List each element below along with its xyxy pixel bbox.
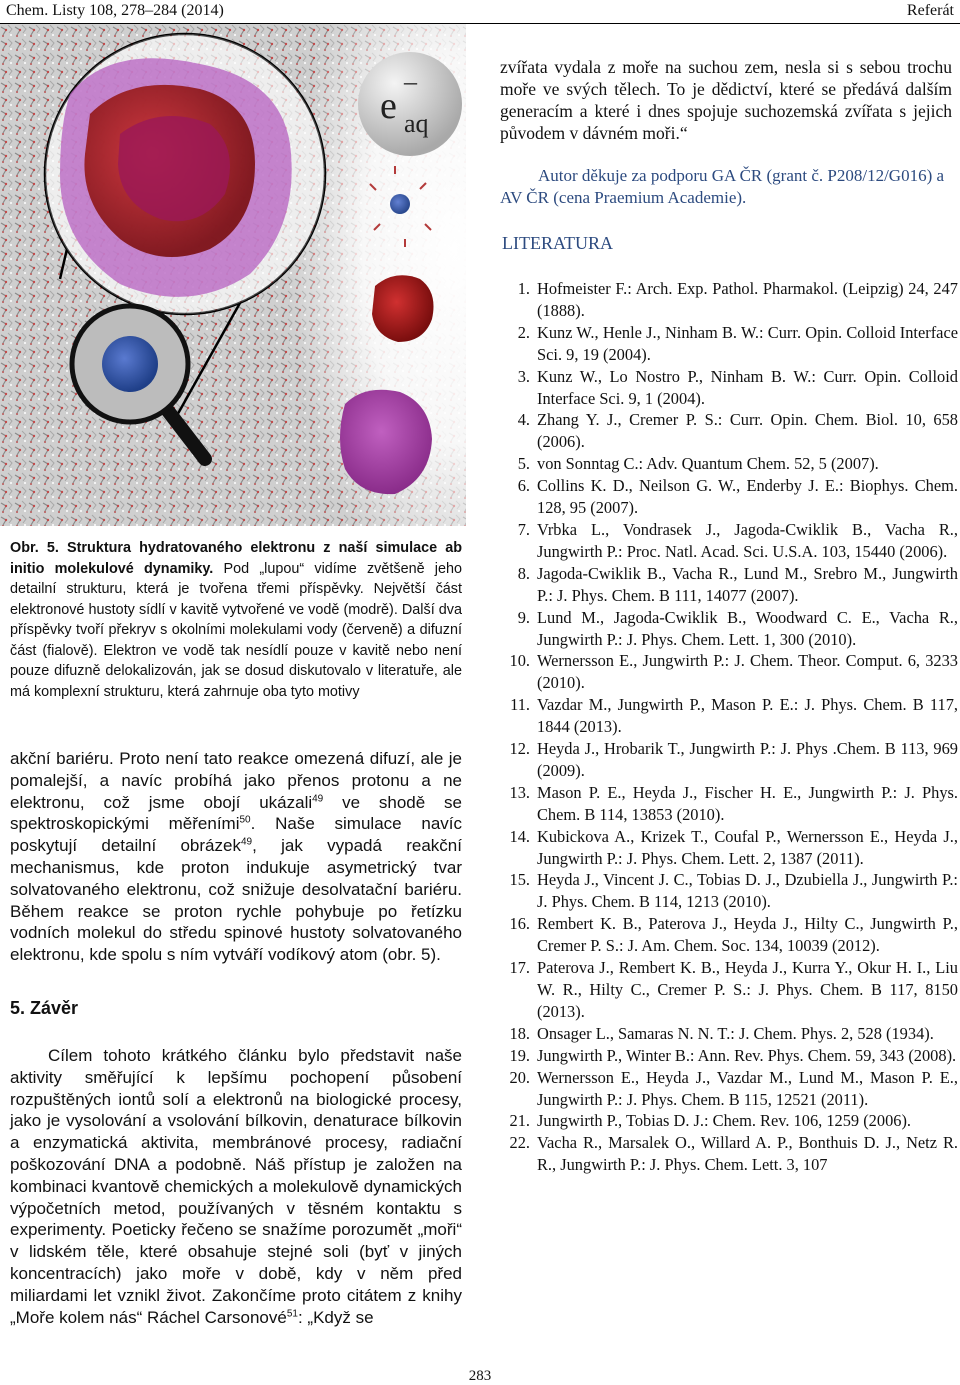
text-span: akční bariéru. Proto není tato reakce omezená difuzí, ale je pomalejší, a navíc probíhá jako přenos protonu a ne elektronu, což jsme obojí ukázali (10, 749, 462, 812)
reference-list (500, 278, 958, 1176)
reference-item (500, 519, 958, 563)
reference-item (500, 1067, 958, 1111)
reference-number: 2. (517, 322, 530, 342)
reference-text: Jungwirth P., Winter B.: Ann. Rev. Phys. Chem. 59, 343 (2008). (537, 1045, 957, 1065)
literature-heading: LITERATURA (502, 233, 613, 253)
reference-number: 9. (517, 607, 530, 627)
caption-label: Obr. 5. (10, 540, 59, 556)
reference-number: 6. (517, 476, 530, 496)
caption-title: Struktura hydratovaného elektronu z naší simulace ab initio molekulové dynamiky. (10, 540, 462, 577)
reference-text: Vacha R., Marsalek O., Willard A. P., Bonthuis D. J., Netz R. R., Jungwirth P.: J. Phys. Chem. Lett. 3, 107 (537, 1133, 958, 1175)
left-paragraph-2 (10, 1045, 462, 1328)
reference-item (500, 1132, 958, 1176)
reference-text: Zhang Y. J., Cremer P. S.: Curr. Opin. Chem. Biol. 10, 658 (2006). (537, 410, 958, 452)
reference-number: 14. (509, 826, 530, 846)
reference-text: Vazdar M., Jungwirth P., Mason P. E.: J. Phys. Chem. B 117, 1844 (2013). (537, 695, 958, 737)
reference-number: 13. (509, 782, 530, 802)
reference-item (500, 475, 958, 519)
reference-item (500, 1110, 958, 1132)
reference-number: 8. (517, 563, 530, 583)
reference-text: Kubickova A., Krizek T., Coufal P., Wernersson E., Heyda J., Jungwirth P.: J. Phys. Chem. Lett. 2, 1387 (2011). (537, 826, 958, 868)
figure-illustration (0, 24, 466, 526)
reference-text: Kunz W., Lo Nostro P., Ninham B. W.: Curr. Opin. Colloid Interface Sci. 9, 1 (2004). (537, 366, 958, 408)
reference-number: 17. (509, 958, 530, 978)
reference-number: 18. (509, 1023, 530, 1043)
text-span: : „Když se (297, 1307, 374, 1327)
reference-text: Jungwirth P., Tobias D. J.: Chem. Rev. 106, 1259 (2006). (537, 1111, 912, 1131)
citation-sup: 51 (286, 1307, 298, 1319)
reference-item (500, 738, 958, 782)
reference-text: Vrbka L., Vondrasek J., Jagoda-Cwiklik B., Vacha R., Jungwirth P.: Proc. Natl. Acad. Sci. U.S.A. 103, 15440 (2006). (537, 519, 958, 561)
acknowledgement: Autor děkuje za podporu GA ČR (grant č. P208/12/G016) a AV ČR (cena Praemium Academie). (500, 166, 945, 207)
figure-hydrated-electron (0, 24, 466, 526)
reference-item (500, 869, 958, 913)
reference-text: Kunz W., Henle J., Ninham B. W.: Curr. Opin. Colloid Interface Sci. 9, 19 (2004). (537, 322, 958, 364)
right-paragraph-1: zvířata vydala z moře na suchou zem, nesla si s sebou trochu moře ve svých tělech. To je dědictví, které se předává dalším generacím a které i dnes spojuje suchozemská zvířata s jejich původem v dávném moři.“ (500, 57, 952, 143)
reference-text: Jagoda-Cwiklik B., Vacha R., Lund M., Srebro M., Jungwirth P.: J. Phys. Chem. B 111, 14077 (2007). (537, 563, 958, 605)
reference-item (500, 913, 958, 957)
reference-item (500, 650, 958, 694)
text-span: , jak vypadá reakční mechanismus, kde proton indukuje asymetrický tvar solvatovaného elektronu, což snižuje desolvatační bariéru. Během reakce se proton rychle pohybuje po řetízku vodních molekul do středu spinové hustoty solvatovaného elektronu, kde spolu s ním vytváří vodíkový atom (obr. 5). (10, 836, 462, 965)
reference-number: 3. (517, 366, 530, 386)
section-label: Referát (906, 2, 954, 19)
reference-number: 21. (509, 1111, 530, 1131)
reference-text: Rembert K. B., Paterova J., Heyda J., Hilty C., Jungwirth P., Cremer P. S.: J. Am. Chem. Soc. 134, 10039 (2012). (537, 914, 958, 956)
reference-item (500, 782, 958, 826)
text-span: ve shodě se spektroskopickými měřeními (10, 792, 462, 834)
reference-item (500, 453, 958, 475)
citation-sup: 49 (240, 836, 253, 848)
reference-number: 19. (509, 1045, 530, 1065)
reference-item (500, 278, 958, 322)
reference-text: von Sonntag C.: Adv. Quantum Chem. 52, 5 (2007). (537, 454, 879, 474)
section-heading: 5. Závěr (10, 998, 79, 1018)
reference-text: Collins K. D., Neilson G. W., Enderby J. E.: Biophys. Chem. 128, 95 (2007). (537, 476, 958, 518)
reference-text: Heyda J., Hrobarik T., Jungwirth P.: J. Phys .Chem. B 113, 969 (2009). (537, 739, 958, 780)
reference-text: Paterova J., Rembert K. B., Heyda J., Kurra Y., Okur H. I., Liu W. R., Hilty C., Cremer P. S.: J. Phys. Chem. B 117, 8150 (2013). (537, 958, 958, 1021)
reference-number: 10. (509, 651, 530, 671)
electron-label-sup: – (404, 67, 417, 96)
reference-item (500, 1023, 958, 1045)
page-number: 283 (468, 1368, 492, 1384)
figure-caption (10, 538, 462, 702)
reference-item (500, 366, 958, 410)
reference-number: 20. (509, 1067, 530, 1087)
reference-number: 5. (517, 454, 530, 474)
reference-number: 4. (517, 410, 530, 430)
reference-item (500, 957, 958, 1023)
text-span: . Naše simulace navíc poskytují detailní obrázek (10, 814, 462, 856)
electron-label: e (380, 85, 397, 127)
reference-number: 11. (510, 695, 530, 715)
reference-text: Hofmeister F.: Arch. Exp. Pathol. Pharmakol. (Leipzig) 24, 247 (1888). (537, 279, 958, 320)
reference-number: 16. (509, 914, 530, 934)
citation-sup: 50 (239, 814, 251, 826)
journal-citation: Chem. Listy 108, 278–284 (2014) (6, 2, 224, 19)
reference-text: Mason P. E., Heyda J., Fischer H. E., Jungwirth P.: J. Phys. Chem. B 114, 13853 (2010). (537, 782, 958, 824)
reference-item (500, 607, 958, 651)
reference-item (500, 1045, 958, 1067)
reference-number: 12. (509, 739, 530, 759)
reference-item (500, 826, 958, 870)
page-header (0, 0, 960, 24)
caption-text: Pod „lupou“ vidíme zvětšeně jeho detailní strukturu, která je tvořena třemi příspěvky. Největší část elektronové hustoty sídlí v kavitě vytvořené ve vodě (modrě). Další dva příspěvky tvoří překryv s okolními molekulami vody (červeně) a difuzní část (fialově). Elektron ve vodě tak nesídlí pouze v kavitě nebo není pouze difuzně delokalizován, jak se dosud diskutovalo v literatuře, ale má komplexní strukturu, která zahrnuje oba tyto motivy (10, 560, 463, 700)
reference-text: Onsager L., Samaras N. N. T.: J. Chem. Phys. 2, 528 (1934). (537, 1023, 934, 1043)
reference-number: 1. (517, 279, 530, 298)
reference-text: Lund M., Jagoda-Cwiklik B., Woodward C. E., Vacha R., Jungwirth P.: J. Phys. Chem. Lett. 1, 300 (2010). (537, 607, 958, 649)
electron-label-sub: aq (404, 109, 429, 138)
reference-number: 22. (509, 1133, 530, 1153)
reference-item (500, 409, 958, 453)
reference-item (500, 563, 958, 607)
text-span: Cílem tohoto krátkého článku bylo představit naše aktivity směřující k lepšímu pochopení působení rozpuštěných iontů solí a elektronů na biologické procesy, jako je vysolování a vsolování bílkovin, denaturace bílkovin a enzymatická aktivita, membránové procesy, radiační poškozování DNA a podobně. Náš přístup je založen na kombinaci kvantově chemických a molekulově dynamických výpočetních metod, používaných v těsném kontaktu s experimenty. Poeticky řečeno se snažíme porozumět „moři“ v lidském těle, které obsahuje stejné soli (byť v jiných koncentracích) jako moře v době, kdy v něm před miliardami let vznikl život. Zakončíme proto citátem z knihy „Moře kolem nás“ Ráchel Carsonové (10, 1046, 462, 1327)
reference-text: Wernersson E., Heyda J., Vazdar M., Lund M., Mason P. E., Jungwirth P.: J. Phys. Chem. B 115, 12521 (2011). (537, 1067, 958, 1109)
left-paragraph-1 (10, 748, 462, 966)
reference-number: 15. (509, 870, 530, 890)
reference-text: Wernersson E., Jungwirth P.: J. Chem. Theor. Comput. 6, 3233 (2010). (537, 651, 958, 693)
reference-text: Heyda J., Vincent J. C., Tobias D. J., Dzubiella J., Jungwirth P.: J. Phys. Chem. B 114, 1213 (2010). (537, 870, 958, 912)
reference-item (500, 322, 958, 366)
citation-sup: 49 (312, 792, 324, 804)
reference-item (500, 694, 958, 738)
reference-number: 7. (517, 519, 530, 539)
